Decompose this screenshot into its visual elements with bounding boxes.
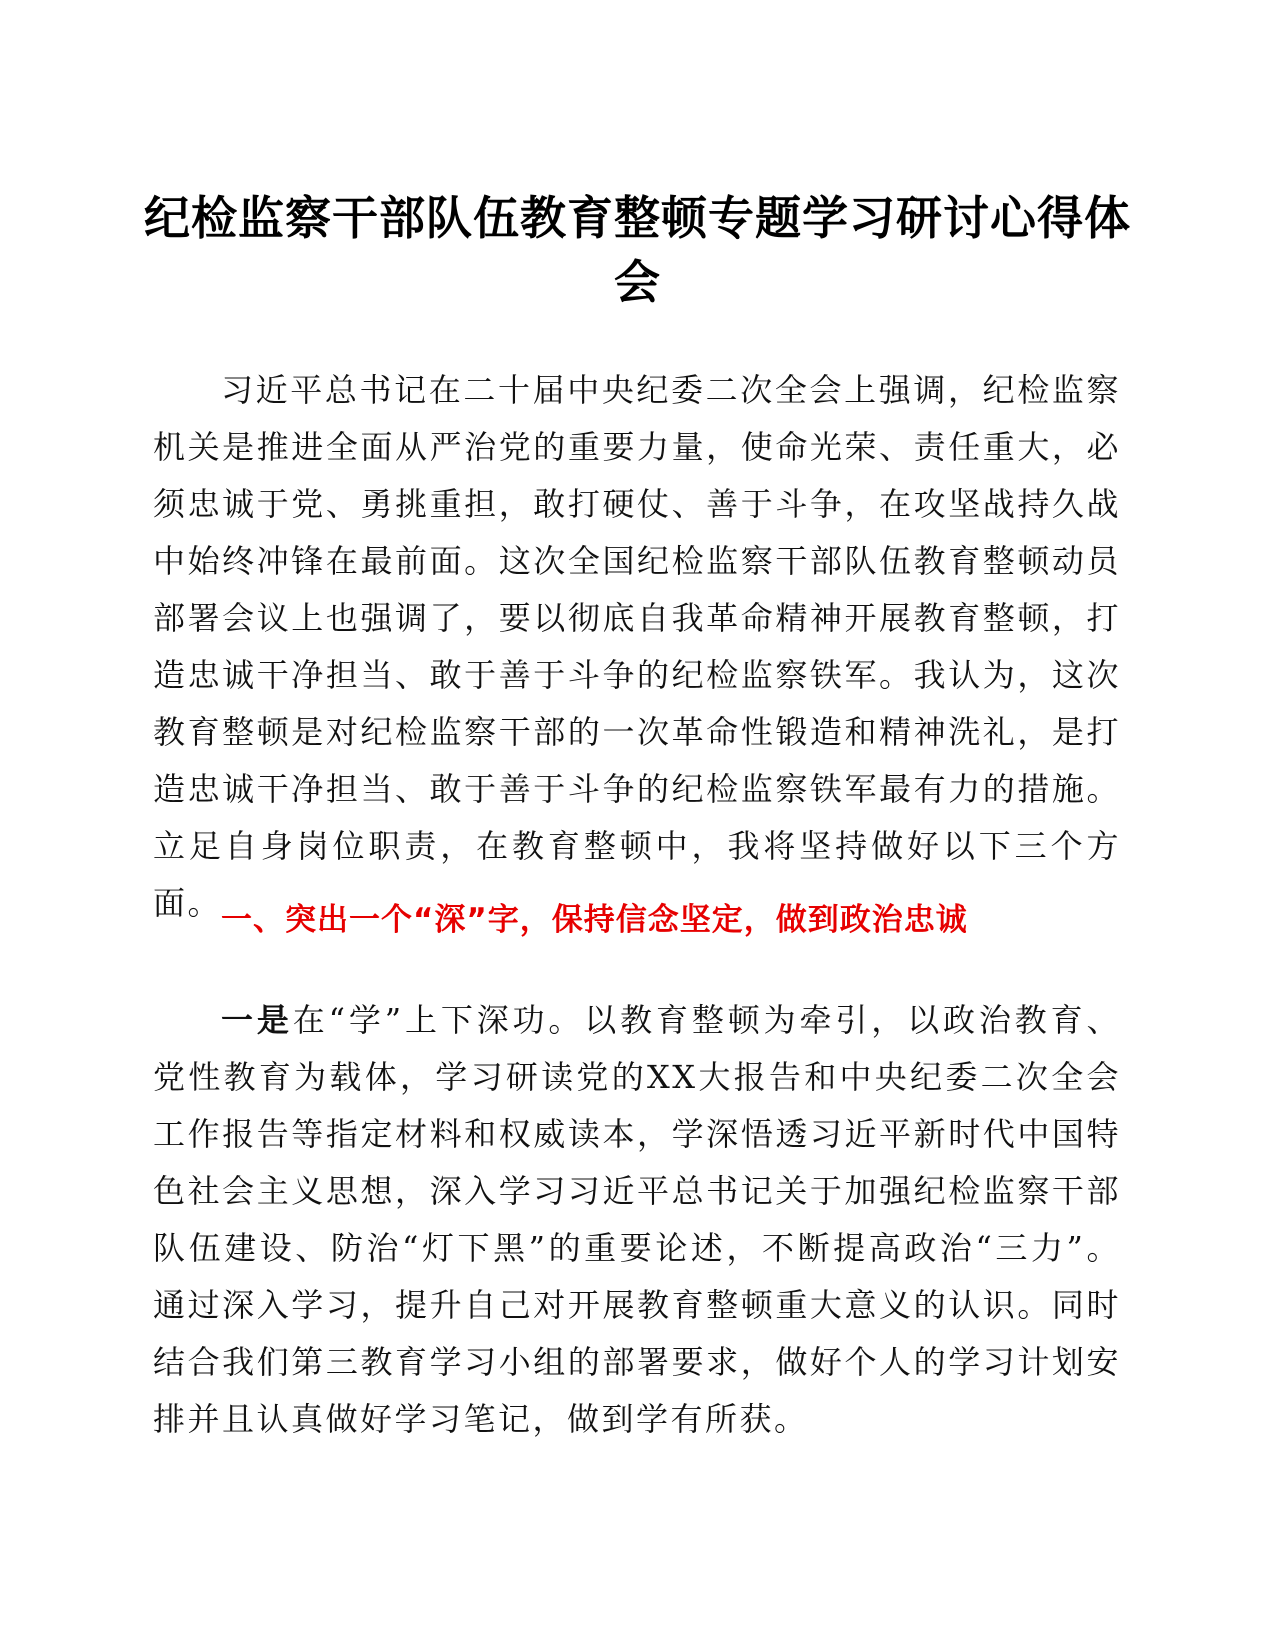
paragraph-lead: 一是 — [221, 1001, 293, 1039]
intro-paragraph: 习近平总书记在二十届中央纪委二次全会上强调，纪检监察机关是推进全面从严治党的重要力量，使命光荣、责任重大，必须忠诚于党、勇挑重担，敢打硬仗、善于斗争，在攻坚战持久战中始终冲锋在最前面。这次全国纪检监察干部队伍教育整顿动员部署会议上也强调了，要以彻底自我革命精神开展教育整顿，打造忠诚干净担当、敢于善于斗争的纪检监察铁军。我认为，这次教育整顿是对纪检监察干部的一次革命性锻造和精神洗礼，是打造忠诚干净担当、敢于善于斗争的纪检监察铁军最有力的措施。立足自身岗位职责，在教育整顿中，我将坚持做好以下三个方面。 — [153, 371, 1121, 922]
section-heading: 一、突出一个“深”字，保持信念坚定，做到政治忠诚 — [221, 902, 968, 938]
section-paragraph — [153, 992, 1121, 1448]
paragraph-text: 在“学”上下深功。以教育整顿为牵引，以政治教育、党性教育为载体，学习研读党的XX大报告和中央纪委二次全会工作报告等指定材料和权威读本，学深悟透习近平新时代中国特色社会主义思想，深入学习习近平总书记关于加强纪检监察干部队伍建设、防治“灯下黑”的重要论述，不断提高政治“三力”。通过深入学习，提升自己对开展教育整顿重大意义的认识。同时结合我们第三教育学习小组的部署要求，做好个人的学习计划安排并且认真做好学习笔记，做到学有所获。 — [153, 1001, 1121, 1438]
document-title: 纪检监察干部队伍教育整顿专题学习研讨心得体会 — [144, 191, 1131, 309]
